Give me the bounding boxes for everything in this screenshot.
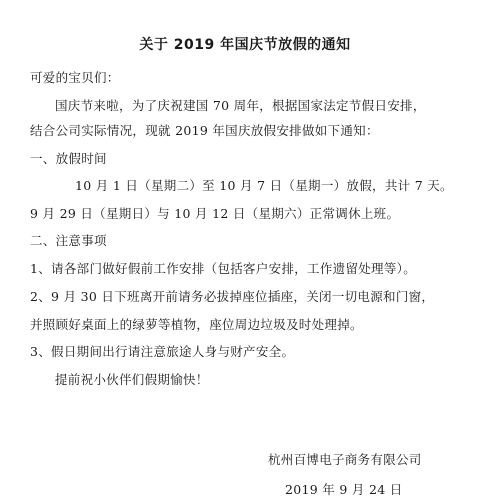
notice-date: 2019 年 9 月 24 日 bbox=[285, 482, 403, 497]
section-heading-notes: 二、注意事项 bbox=[30, 233, 107, 248]
company-signature: 杭州百博电子商务有限公司 bbox=[268, 452, 422, 467]
note-item-2-line-2: 并照顾好桌面上的绿萝等植物，座位周边垃圾及时处理掉。 bbox=[30, 317, 363, 332]
holiday-range: 10 月 1 日（星期二）至 10 月 7 日（星期一）放假，共计 7 天。 bbox=[75, 178, 453, 193]
makeup-workdays: 9 月 29 日（星期日）与 10 月 12 日（星期六）正常调休上班。 bbox=[30, 206, 400, 221]
notice-title: 关于 2019 年国庆节放假的通知 bbox=[139, 37, 351, 53]
intro-line-1: 国庆节来啦，为了庆祝建国 70 周年，根据国家法定节假日安排， bbox=[55, 98, 426, 113]
note-item-2-line-1: 2、9 月 30 日下班离开前请务必拔掉座位插座，关闭一切电源和门窗， bbox=[30, 289, 435, 304]
note-item-1: 1、请各部门做好假前工作安排（包括客户安排，工作遗留处理等）。 bbox=[30, 261, 417, 276]
intro-line-2: 结合公司实际情况，现就 2019 年国庆放假安排做如下通知： bbox=[30, 123, 379, 138]
greeting: 可爱的宝贝们： bbox=[30, 70, 120, 85]
closing-wish: 提前祝小伙伴们假期愉快！ bbox=[55, 372, 209, 387]
note-item-3: 3、假日期间出行请注意旅途人身与财产安全。 bbox=[30, 344, 295, 359]
section-heading-holiday-time: 一、放假时间 bbox=[30, 151, 107, 166]
